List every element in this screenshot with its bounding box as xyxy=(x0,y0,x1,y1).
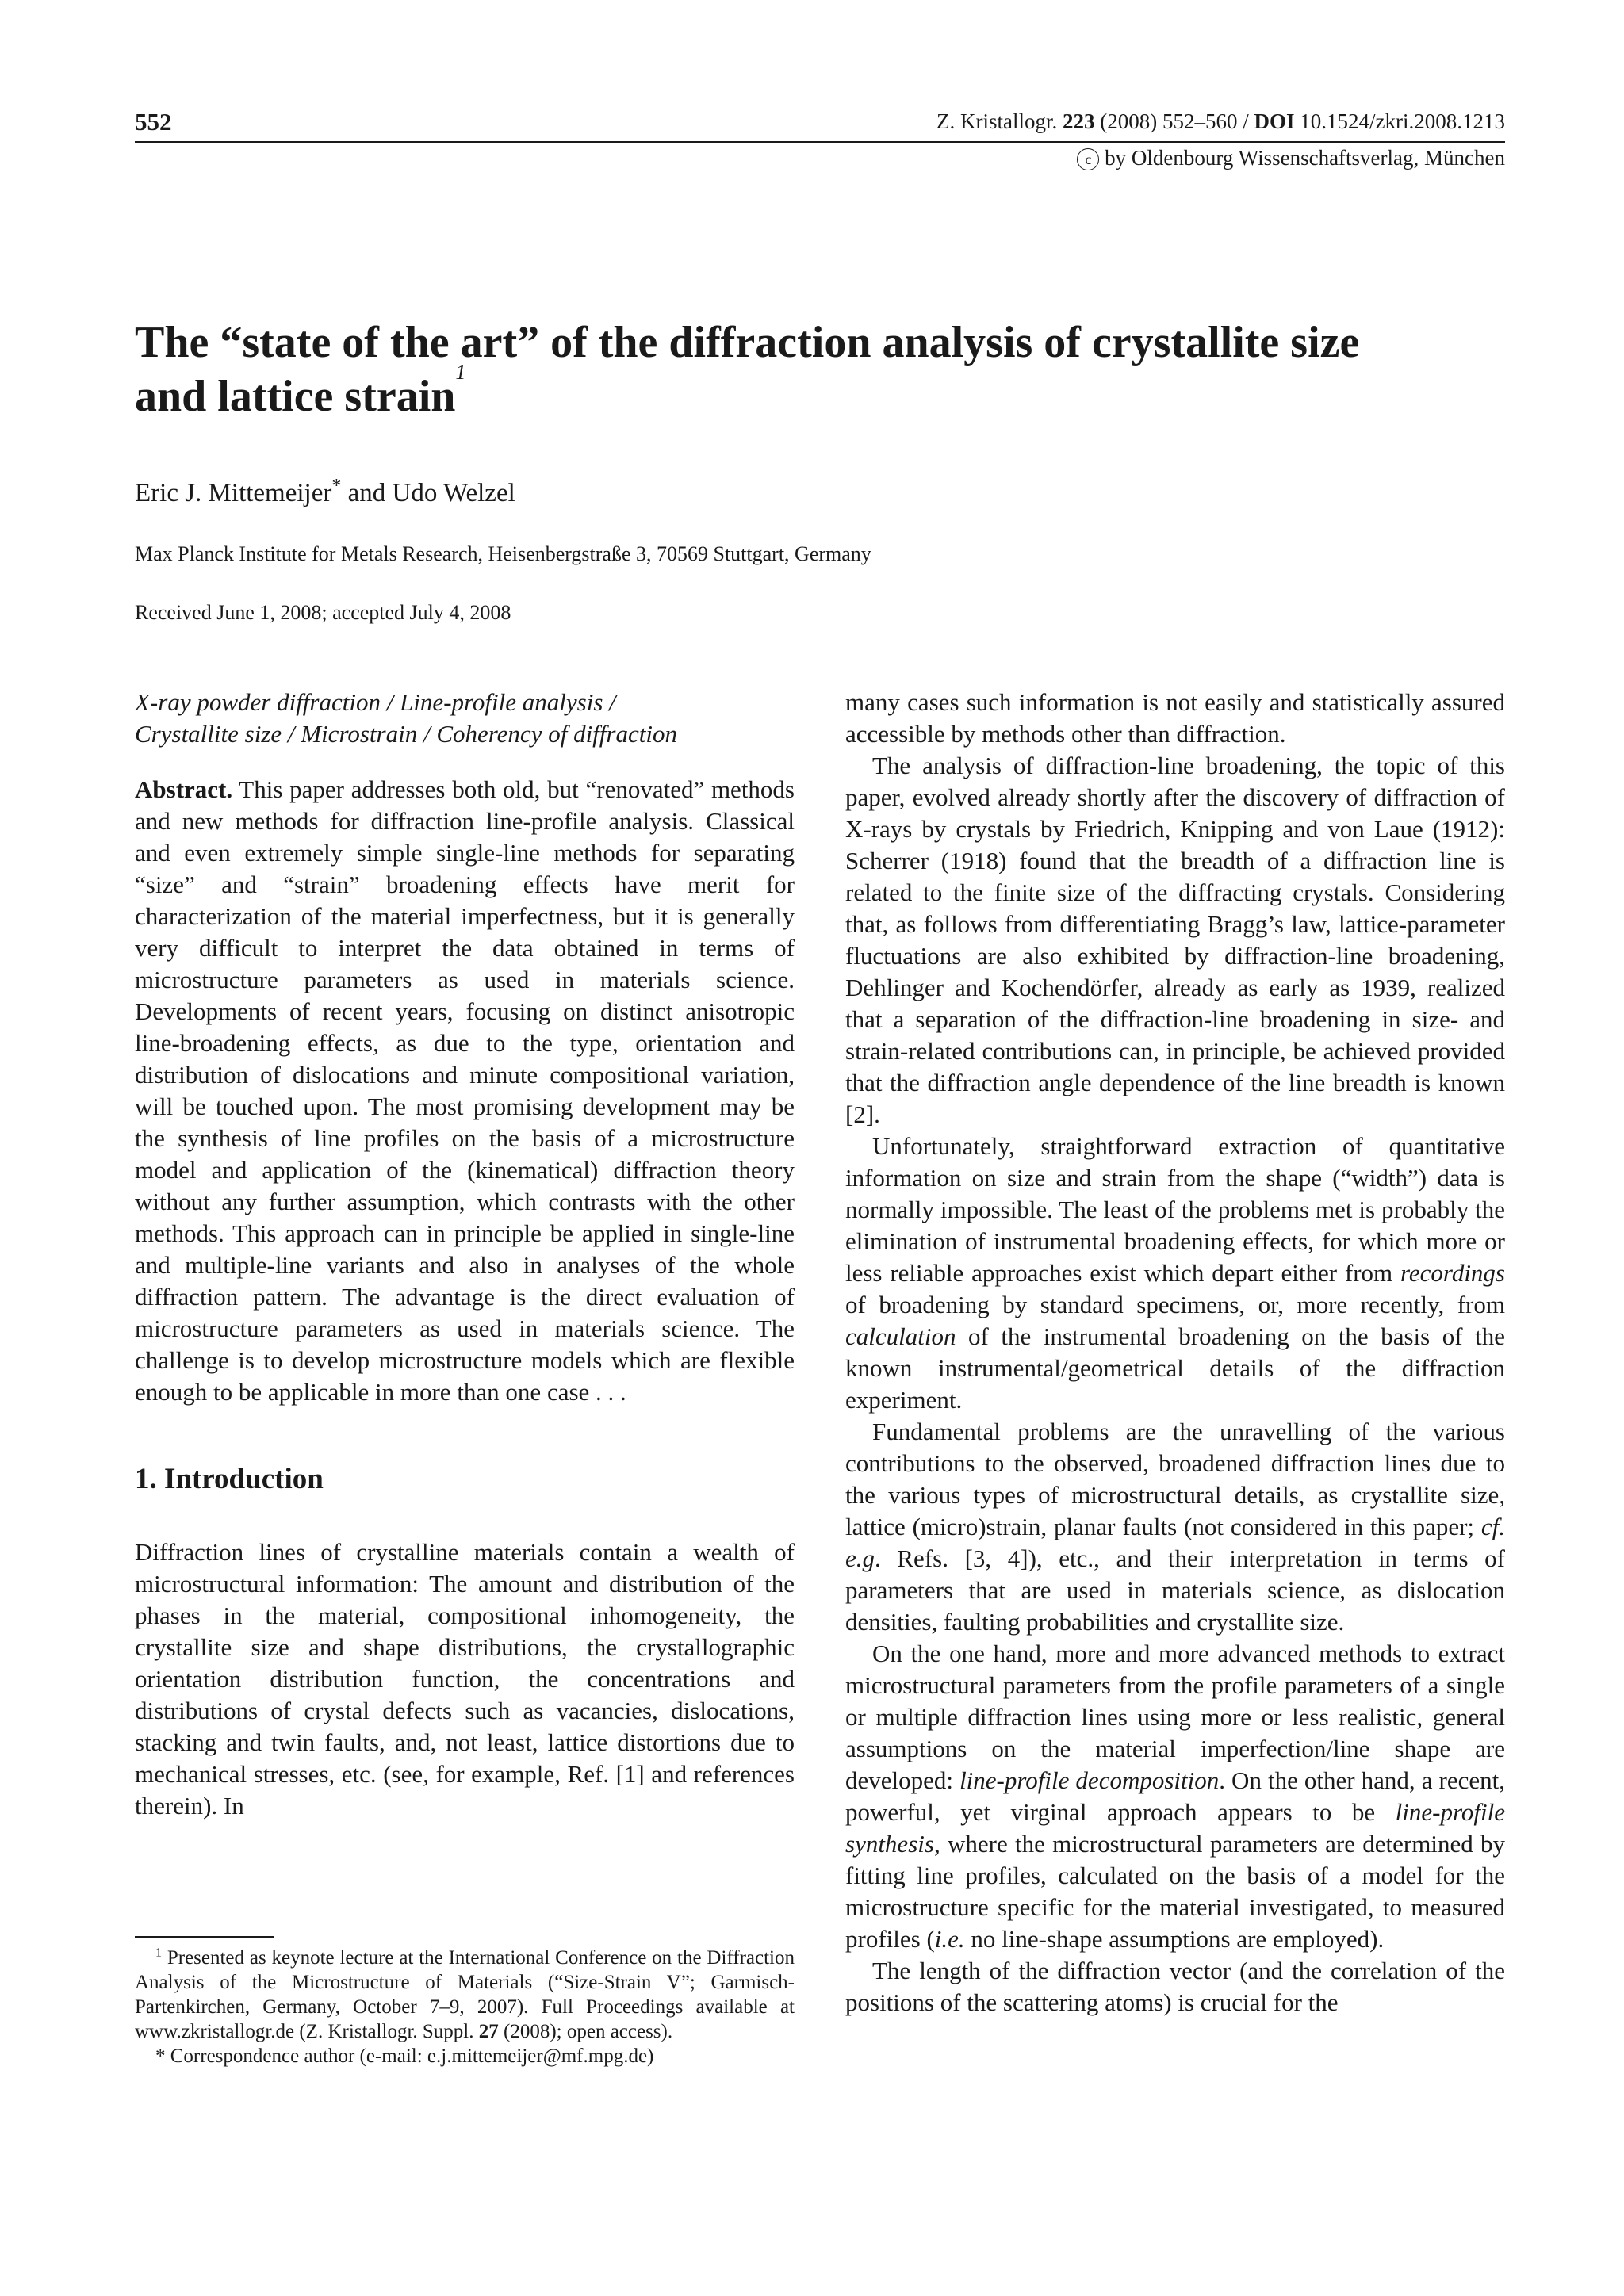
paragraph-4-text-b: . Refs. [3, 4]), etc., and their interpretation in terms of parameters that are used in materials science, as dislocation densities, faulting probabilities and crystallite size. xyxy=(845,1544,1505,1636)
paragraph-5-text-b: . On the other hand, a recent, powerful, yet virginal approach appears to be xyxy=(845,1766,1505,1826)
emphasis-ie: i.e. xyxy=(934,1925,965,1953)
keywords xyxy=(135,687,795,750)
section-heading-introduction: 1. Introduction xyxy=(135,1463,324,1495)
paragraph-5 xyxy=(845,1638,1505,1955)
received-dates: Received June 1, 2008; accepted July 4, 2008 xyxy=(135,601,511,624)
journal-volume: 223 xyxy=(1063,109,1095,133)
author-1: Eric J. Mittemeijer xyxy=(135,479,332,507)
paragraph-4-text-a: Fundamental problems are the unravelling of the various contributions to the observed, broadened diffraction lines due to the various types of microstructural details, as crystallite size, lattice (micro)strain, planar faults (not considered in this paper; xyxy=(845,1418,1505,1540)
footnote-rule xyxy=(135,1936,274,1938)
copyright-line xyxy=(1077,146,1505,170)
paragraph-3 xyxy=(845,1131,1505,1416)
paragraph-3-text-a: Unfortunately, straightforward extraction of quantitative information on size and strain from the shape (“width”) data is normally impossible. The least of the problems met is probably the elimination of instrumental broadening effects, for which more or less reliable approaches exist which depart either from xyxy=(845,1132,1505,1287)
emphasis-line-profile-decomposition: line-profile decomposition xyxy=(959,1766,1220,1794)
left-column xyxy=(135,687,795,1822)
footnote-1-volume: 27 xyxy=(478,2021,499,2042)
title-line-1: The “state of the art” of the diffraction analysis of crystallite size xyxy=(135,318,1360,367)
abstract-text: This paper addresses both old, but “renovated” methods and new methods for diffraction line-profile analysis. Classical and even extremely simple single-line methods for separating “size” and “strain” broadening effects have merit for characterization of the material imperfectness, but it is generally very difficult to interpret the data obtained in terms of microstructure parameters as used in materials science. Developments of recent years, focusing on distinct anisotropic line-broadening effects, as due to the type, orientation and distribution of dislocations and minute compositional variation, will be touched upon. The most promising development may be the synthesis of line profiles on the basis of a microstructure model and application of the (kinematical) diffraction theory without any further assumption, which contrasts with the other methods. This approach can in principle be applied in single-line and multiple-line variants and also in analyses of the whole diffraction pattern. The advantage is the direct evaluation of microstructure parameters as used in materials science. The challenge is to develop microstructure models which are flexible enough to be applicable in more than one case . . . xyxy=(135,775,795,1406)
author-separator: and xyxy=(341,479,393,507)
emphasis-recordings: recordings xyxy=(1400,1259,1505,1287)
emphasis-calculation: calculation xyxy=(845,1322,956,1350)
paragraph-3-text-c: of the instrumental broadening on the basis of the known instrumental/geometrical details of the diffraction experiment. xyxy=(845,1322,1505,1414)
footnotes xyxy=(135,1936,795,2068)
author-2: Udo Welzel xyxy=(392,479,515,507)
footnote-1-text-a: Presented as keynote lecture at the International Conference on the Diffraction Analysis of the Microstructure of Materials (“Size-Strain V”; Garmisch-Partenkirchen, Germany, October 7–9, 2007). Full Proceedings available at www.zkristallogr.de (Z. Kristallogr. Suppl. xyxy=(135,1947,795,2042)
title-line-2: and lattice strain xyxy=(135,372,456,421)
paragraph-6: The length of the diffraction vector (and the correlation of the positions of the scattering atoms) is crucial for the xyxy=(845,1957,1505,2016)
paragraph-5-text-c: , where the microstructural parameters are determined by fitting line profiles, calculated on the basis of a model for the microstructure specific for the material investigated, to measured profiles ( xyxy=(845,1830,1505,1953)
paragraph-5-text-a: On the one hand, more and more advanced methods to extract microstructural parameters from the profile parameters of a single or multiple diffraction lines using more or less realistic, general assumptions on the material imperfection/line shape are developed: xyxy=(845,1640,1505,1794)
footnote-1 xyxy=(135,1946,795,2044)
corresponding-author-marker[interactable]: * xyxy=(331,476,342,496)
intro-paragraph: Diffraction lines of crystalline materials contain a wealth of microstructural information: The amount and distribution of the phases in the material, compositional inhomogeneity, the crystallite size and shape distributions, the crystallographic orientation distribution function, the concentrations and distributions of crystal defects such as vacancies, dislocations, stacking and twin faults, and, not least, lattice distortions due to mechanical stresses, etc. (see, for example, Ref. [1] and references therein). In xyxy=(135,1538,795,1820)
keywords-line-1: X-ray powder diffraction / Line-profile analysis / xyxy=(135,688,616,716)
doi-link[interactable]: 10.1524/zkri.2008.1213 xyxy=(1300,109,1505,133)
footnote-corresponding-author: * Correspondence author (e-mail: e.j.mittemeijer@mf.mpg.de) xyxy=(155,2045,654,2067)
journal-name: Z. Kristallogr. xyxy=(936,109,1058,133)
page-number: 552 xyxy=(135,108,172,136)
copyright-icon: c xyxy=(1077,148,1099,170)
right-column xyxy=(845,687,1505,2019)
doi-label: DOI xyxy=(1254,109,1295,133)
emphasis-line-profile-synthesis: line-profile synthesis xyxy=(845,1798,1505,1858)
paragraph-2: The analysis of diffraction-line broadening, the topic of this paper, evolved already shortly after the discovery of diffraction of X-rays by crystals by Friedrich, Knipping and von Laue (1912): Scherrer (1918) found that the breadth of a diffraction line is related to the finite size of the diffracting crystals. Considering that, as follows from differentiating Bragg’s law, lattice-parameter fluctuations are also exhibited by diffraction-line broadening, Dehlinger and Kochendörfer, already as early as 1939, realized that a separation of the diffraction-line broadening in size- and strain-related contributions can, in principle, be achieved provided that the diffraction angle dependence of the line breadth is known [2]. xyxy=(845,752,1505,1128)
author-list xyxy=(135,476,515,508)
article-title xyxy=(135,316,1483,423)
journal-citation xyxy=(936,109,1505,134)
footnote-1-text-b: (2008); open access). xyxy=(498,2021,673,2042)
title-footnote-marker[interactable]: 1 xyxy=(455,361,466,384)
footnote-1-marker: 1 xyxy=(155,1946,162,1960)
journal-pages: (2008) 552–560 / xyxy=(1100,109,1249,133)
paragraph-3-text-b: of broadening by standard specimens, or, more recently, from xyxy=(845,1291,1505,1318)
paragraph-5-text-d: no line-shape assumptions are employed). xyxy=(964,1925,1385,1953)
header-rule xyxy=(135,141,1505,143)
copyright-text: by Oldenbourg Wissenschaftsverlag, München xyxy=(1105,146,1505,170)
emphasis-cf-eg: cf. e.g xyxy=(845,1513,1505,1572)
abstract xyxy=(135,774,795,1408)
keywords-line-2: Crystallite size / Microstrain / Coherency of diffraction xyxy=(135,720,677,748)
affiliation: Max Planck Institute for Metals Research, Heisenbergstraße 3, 70569 Stuttgart, Germany xyxy=(135,542,871,565)
paragraph-1: many cases such information is not easily and statistically assured accessible by methods other than diffraction. xyxy=(845,688,1505,748)
paragraph-4 xyxy=(845,1416,1505,1638)
abstract-label: Abstract. xyxy=(135,775,233,803)
